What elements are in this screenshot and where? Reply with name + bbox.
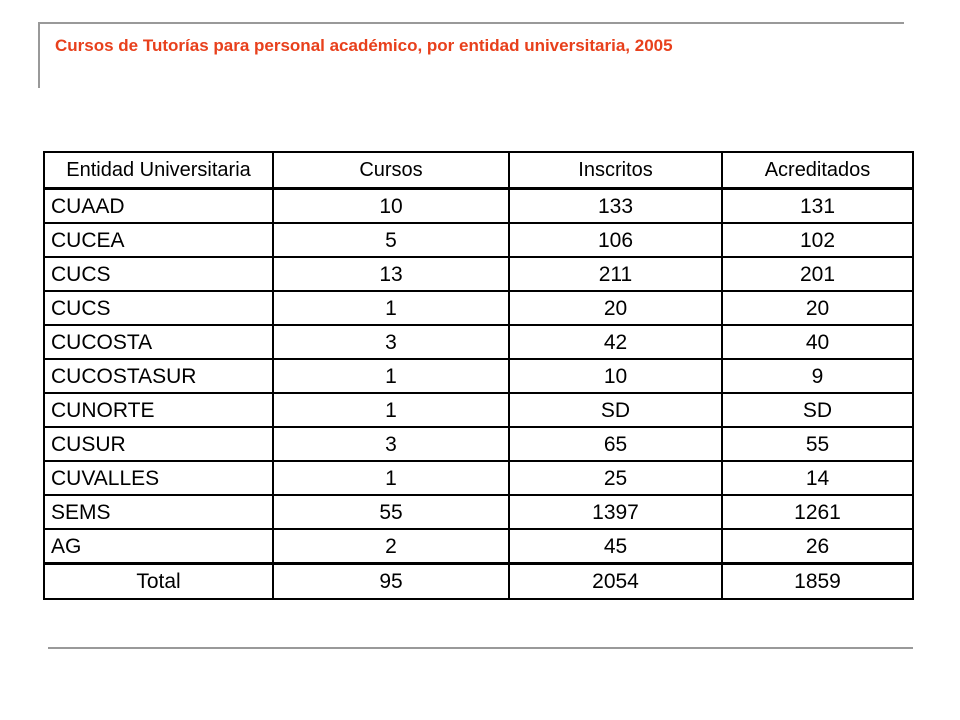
cell-acreditados: 131 (721, 190, 912, 222)
cell-cursos: 5 (272, 224, 508, 256)
table-row (45, 222, 912, 256)
cell-acreditados: 40 (721, 326, 912, 358)
cell-entidad: CUNORTE (51, 398, 155, 422)
cell-inscritos: 20 (508, 292, 721, 324)
bottom-rule (48, 647, 913, 649)
header-cursos: Cursos (272, 153, 508, 187)
table-row (45, 392, 912, 426)
cell-entidad: CUVALLES (51, 466, 160, 490)
cell-acreditados: 55 (721, 428, 912, 460)
table-row (45, 460, 912, 494)
cell-entidad: CUSUR (51, 432, 126, 456)
header-entidad: Entidad Universitaria (66, 159, 251, 181)
table-row (45, 190, 912, 222)
header-inscritos: Inscritos (508, 153, 721, 187)
cell-entidad: AG (51, 534, 82, 558)
cell-entidad: CUCEA (51, 228, 125, 252)
table-total-row (45, 562, 912, 598)
table-row (45, 528, 912, 562)
header-acreditados: Acreditados (721, 153, 912, 187)
cell-cursos: 1 (272, 462, 508, 494)
slide-title: Cursos de Tutorías para personal académico, por entidad universitaria, 2005 (55, 36, 673, 55)
cell-inscritos: 1397 (508, 496, 721, 528)
cell-entidad: CUCS (51, 262, 111, 286)
cell-inscritos: 211 (508, 258, 721, 290)
cell-cursos: 2 (272, 530, 508, 562)
cell-inscritos: 106 (508, 224, 721, 256)
cell-inscritos: 65 (508, 428, 721, 460)
cell-cursos: 1 (272, 394, 508, 426)
cell-acreditados: 102 (721, 224, 912, 256)
cell-cursos: 1 (272, 360, 508, 392)
cell-cursos: 55 (272, 496, 508, 528)
cell-cursos: 3 (272, 428, 508, 460)
cell-acreditados: 201 (721, 258, 912, 290)
total-label: Total (136, 570, 181, 593)
cell-inscritos: SD (508, 394, 721, 426)
top-rule (38, 22, 904, 24)
cell-cursos: 1 (272, 292, 508, 324)
cell-acreditados: 1261 (721, 496, 912, 528)
table-row (45, 358, 912, 392)
cell-acreditados: 20 (721, 292, 912, 324)
table-header-row (45, 153, 912, 190)
cell-entidad: CUCOSTASUR (51, 364, 197, 388)
cell-inscritos: 45 (508, 530, 721, 562)
total-inscritos: 2054 (508, 565, 721, 598)
cell-entidad: CUCOSTA (51, 330, 153, 354)
cell-cursos: 3 (272, 326, 508, 358)
table-row (45, 426, 912, 460)
cell-inscritos: 10 (508, 360, 721, 392)
cell-acreditados: 14 (721, 462, 912, 494)
cell-acreditados: 9 (721, 360, 912, 392)
cell-inscritos: 25 (508, 462, 721, 494)
table-row (45, 494, 912, 528)
cell-inscritos: 42 (508, 326, 721, 358)
cell-cursos: 13 (272, 258, 508, 290)
total-cursos: 95 (272, 565, 508, 598)
cell-entidad: SEMS (51, 500, 111, 524)
table-row (45, 290, 912, 324)
left-rule (38, 22, 40, 88)
cell-cursos: 10 (272, 190, 508, 222)
data-table (43, 151, 914, 600)
cell-entidad: CUAAD (51, 194, 125, 218)
table-row (45, 256, 912, 290)
total-acreditados: 1859 (721, 565, 912, 598)
table-grid (45, 153, 912, 598)
cell-acreditados: SD (721, 394, 912, 426)
cell-entidad: CUCS (51, 296, 111, 320)
table-row (45, 324, 912, 358)
cell-acreditados: 26 (721, 530, 912, 562)
cell-inscritos: 133 (508, 190, 721, 222)
